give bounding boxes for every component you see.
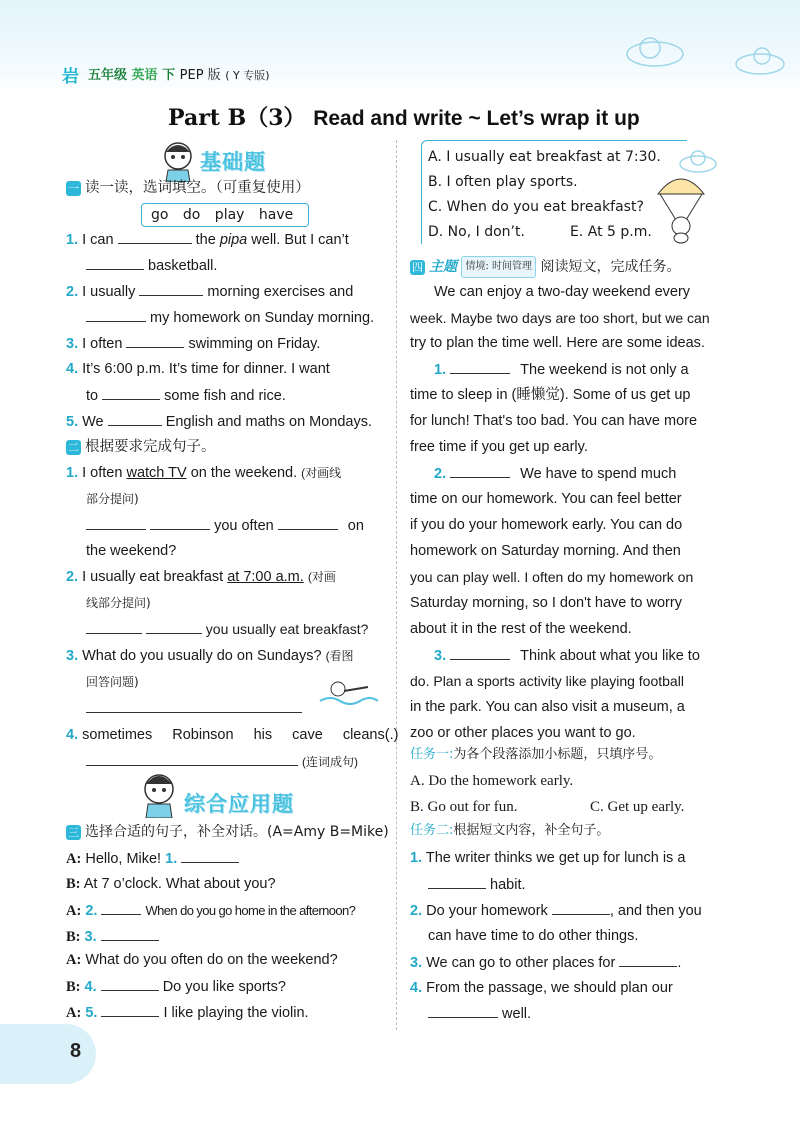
passage-line: in the park. You can also visit a museum, a bbox=[410, 699, 685, 715]
swimmer-picture-icon bbox=[318, 675, 380, 709]
passage-line: zoo or other places you want to go. bbox=[410, 725, 636, 741]
answer-blank[interactable] bbox=[619, 952, 677, 967]
option-e: E. At 5 p.m. bbox=[570, 224, 652, 240]
theme-tag: 情境: 时间管理 bbox=[461, 256, 536, 278]
dialogue-line-4: B: 3. bbox=[66, 926, 159, 947]
basic-heading: 基础题 bbox=[200, 150, 266, 174]
dialogue-line-7: A: 5. I like playing the violin. bbox=[66, 1002, 309, 1023]
passage-line: 1. The weekend is not only a bbox=[434, 359, 689, 380]
task-1-instruction: 任务一:为各个段落添加小标题，只填序号。 bbox=[410, 747, 662, 762]
passage-line: do. Plan a sports activity like playing football bbox=[410, 673, 684, 689]
section-badge: 二 bbox=[68, 440, 79, 454]
task-2-question-2-cont: can have time to do other things. bbox=[428, 928, 639, 944]
task-1-option-b: B. Go out for fun. bbox=[410, 799, 518, 815]
brand-logo: 岩 bbox=[62, 67, 79, 87]
passage-line: time on our homework. You can feel better bbox=[410, 491, 682, 507]
question-1-2-cont: my homework on Sunday morning. bbox=[86, 307, 374, 328]
dialogue-line-3: A: 2. When do you go home in the afternoon? bbox=[66, 900, 355, 921]
word-bank: go do play have bbox=[141, 203, 309, 227]
section-badge: 一 bbox=[68, 181, 79, 195]
answer-blank[interactable] bbox=[150, 515, 210, 530]
answer-blank[interactable] bbox=[139, 281, 203, 296]
question-1-1: 1. I can the pipa well. But I can’t bbox=[66, 229, 349, 250]
dialogue-line-2: B: At 7 o’clock. What about you? bbox=[66, 876, 276, 892]
section-badge: 四 bbox=[412, 260, 423, 274]
passage-line: for lunch! That's too bad. You can have more bbox=[410, 413, 698, 429]
option-c: C. When do you eat breakfast? bbox=[428, 199, 644, 215]
task-2-instruction: 任务二:根据短文内容，补全句子。 bbox=[410, 823, 610, 838]
answer-blank[interactable] bbox=[86, 751, 298, 766]
task-2-question-1-cont: habit. bbox=[428, 874, 526, 895]
cloud-icon bbox=[620, 30, 690, 70]
answer-blank[interactable] bbox=[278, 515, 338, 530]
answer-blank[interactable] bbox=[118, 229, 192, 244]
option-d: D. No, I don’t. bbox=[428, 224, 525, 240]
answer-blank[interactable] bbox=[86, 255, 144, 270]
question-2-2-note: 线部分提问) bbox=[86, 596, 151, 610]
question-2-4-answer: (连词成句) bbox=[86, 751, 358, 772]
question-2-1-answer: you often on bbox=[86, 515, 364, 536]
option-b: B. I often play sports. bbox=[428, 174, 578, 190]
dialogue-line-1: A: Hello, Mike! 1. bbox=[66, 848, 239, 869]
answer-blank[interactable] bbox=[86, 307, 146, 322]
question-1-4-cont: to some fish and rice. bbox=[86, 385, 286, 406]
answer-blank[interactable] bbox=[126, 333, 184, 348]
question-2-3-answer bbox=[86, 698, 302, 719]
answer-blank[interactable] bbox=[101, 926, 159, 941]
question-2-4: 4. sometimes Robinson his cave cleans(.) bbox=[66, 727, 399, 743]
answer-blank[interactable] bbox=[450, 463, 510, 478]
task-2-question-1: 1. The writer thinks we get up for lunch is a bbox=[410, 850, 686, 866]
passage-line: time to sleep in (睡懒觉). Some of us get up bbox=[410, 387, 691, 403]
question-2-2-answer: you usually eat breakfast? bbox=[86, 619, 368, 639]
passage-line: if you do your homework early. You can do bbox=[410, 517, 683, 533]
answer-blank[interactable] bbox=[146, 619, 202, 634]
task-1-option-c: C. Get up early. bbox=[590, 799, 685, 815]
section-4-instruction: 四 主题 情境: 时间管理 阅读短文，完成任务。 bbox=[410, 256, 680, 278]
question-2-3: 3. What do you usually do on Sundays? (看图 bbox=[66, 648, 354, 664]
answer-blank[interactable] bbox=[428, 1003, 498, 1018]
question-1-5: 5. We English and maths on Mondays. bbox=[66, 411, 372, 432]
question-1-2: 2. I usually morning exercises and bbox=[66, 281, 353, 302]
book-info: 五年级 英语 下 PEP 版 ( Y 专版) bbox=[88, 68, 270, 83]
passage-line: 2. We have to spend much bbox=[434, 463, 676, 484]
answer-blank[interactable] bbox=[450, 645, 510, 660]
answer-blank[interactable] bbox=[101, 976, 159, 991]
page-number-tab bbox=[0, 1024, 96, 1084]
task-2-question-2: 2. Do your homework , and then you bbox=[410, 900, 702, 921]
passage-line: week. Maybe two days are too short, but we can bbox=[410, 310, 710, 326]
page-header bbox=[0, 0, 800, 96]
passage-line: try to plan the time well. Here are some ideas. bbox=[410, 335, 705, 351]
answer-blank[interactable] bbox=[101, 900, 141, 915]
column-divider bbox=[396, 140, 397, 1030]
answer-blank[interactable] bbox=[86, 515, 146, 530]
answer-blank[interactable] bbox=[86, 619, 142, 634]
option-a: A. I usually eat breakfast at 7:30. bbox=[428, 149, 661, 165]
section-2-instruction: 二 根据要求完成句子。 bbox=[68, 439, 216, 455]
question-2-2: 2. I usually eat breakfast at 7:00 a.m. (对画 bbox=[66, 569, 336, 585]
passage-line: free time if you get up early. bbox=[410, 439, 588, 455]
task-2-question-4: 4. From the passage, we should plan our bbox=[410, 980, 673, 996]
section-badge: 三 bbox=[68, 825, 79, 839]
answer-blank[interactable] bbox=[428, 874, 486, 889]
answer-blank[interactable] bbox=[552, 900, 610, 915]
answer-blank[interactable] bbox=[181, 848, 239, 863]
answer-blank[interactable] bbox=[102, 385, 160, 400]
passage-line: you can play well. I often do my homework on bbox=[410, 569, 694, 585]
passage-line: 3. Think about what you like to bbox=[434, 645, 700, 666]
question-2-1-answer-cont: the weekend? bbox=[86, 543, 177, 559]
task-2-question-4-cont: well. bbox=[428, 1003, 531, 1024]
task-2-question-3: 3. We can go to other places for . bbox=[410, 952, 681, 973]
task-1-option-a: A. Do the homework early. bbox=[410, 773, 574, 789]
page-number: 8 bbox=[70, 1040, 82, 1062]
question-1-3: 3. I often swimming on Friday. bbox=[66, 333, 320, 354]
passage-line: about it in the rest of the weekend. bbox=[410, 621, 632, 637]
section-3-instruction: 三 选择合适的句子，补全对话。(A=Amy B=Mike) bbox=[68, 824, 389, 840]
question-2-1-note: 部分提问) bbox=[86, 492, 139, 506]
answer-blank[interactable] bbox=[86, 698, 302, 713]
question-1-1-cont: basketball. bbox=[86, 255, 217, 276]
question-2-3-note: 回答问题) bbox=[86, 675, 139, 689]
passage-line: We can enjoy a two-day weekend every bbox=[434, 284, 691, 300]
cartoon-boy-icon bbox=[160, 140, 196, 182]
answer-blank[interactable] bbox=[108, 411, 162, 426]
parachute-rabbit-icon bbox=[654, 170, 708, 244]
dialogue-line-6: B: 4. Do you like sports? bbox=[66, 976, 286, 997]
passage-line: Saturday morning, so I don't have to worry bbox=[410, 595, 682, 611]
answer-blank[interactable] bbox=[450, 359, 510, 374]
question-2-1: 1. I often watch TV on the weekend. (对画线 bbox=[66, 465, 342, 481]
question-1-4: 4. It’s 6:00 p.m. It’s time for dinner. I want bbox=[66, 361, 330, 377]
dialogue-line-5: A: What do you often do on the weekend? bbox=[66, 952, 338, 968]
passage-line: homework on Saturday morning. And then bbox=[410, 543, 681, 559]
cloud-icon bbox=[730, 40, 790, 80]
answer-blank[interactable] bbox=[101, 1002, 159, 1017]
section-1-instruction: 一 读一读，选词填空。（可重复使用） bbox=[68, 180, 310, 196]
applied-heading: 综合应用题 bbox=[184, 792, 294, 816]
page-title: Part B（3） Read and write ~ Let’s wrap it up bbox=[168, 105, 640, 131]
cartoon-boy-icon bbox=[138, 772, 180, 818]
